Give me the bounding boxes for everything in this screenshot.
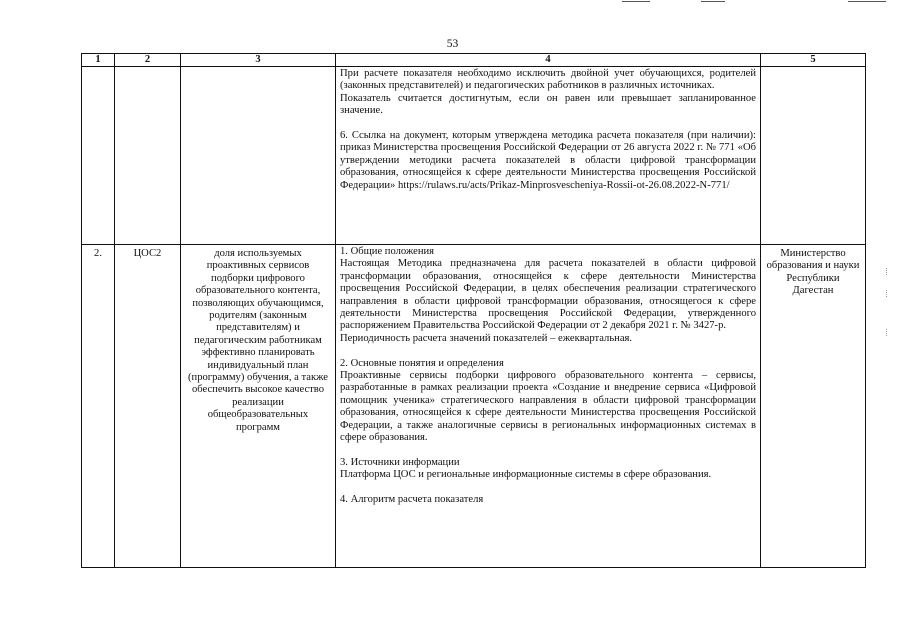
scan-artifact-line	[848, 1, 886, 2]
row2-indicator-cell: доля используемых проактивных сервисов подборки цифрового образовательного контента, позволяющих обучающимся, родителям (законным представителям) и педагогическим работникам эффективно планировать индивидуальный план (программу) обучения, а также обеспечить высокое качество реализации общеобразовательных программ	[181, 245, 336, 568]
methodology-paragraph: Настоящая Методика предназначена для расчета показателей в области цифровой трансформации образования, относящейся к сфере деятельности Министерства просвещения Российской Федерации, в целях обеспечения реализации стратегического направления в области цифровой трансформации образования, относящегося к сфере деятельности Министерства просвещения Российской Федерации, утвержденного распоряжением Правительства Российской Федерации от 2 декабря 2021 г. № 3427-р.	[340, 258, 756, 332]
methodology-paragraph: Проактивные сервисы подборки цифрового образовательного контента – сервисы, разработанные в рамках реализации проекта «Создание и внедрение сервиса «Цифровой помощник ученика» стратегического направления в области цифровой трансформации образования, относящейся к сфере деятельности Министерства просвещения Российской Федерации, а также аналогичные сервисы в региональных информационных системах в сфере образования.	[340, 370, 756, 444]
row1-methodology-cell	[336, 67, 761, 245]
scan-artifact-mark	[886, 290, 891, 297]
column-header-5: 5	[761, 54, 866, 67]
section-heading: 3. Источники информации	[340, 456, 460, 468]
section-heading: 4. Алгоритм расчета показателя	[340, 494, 484, 506]
blank-line	[340, 482, 756, 494]
column-header-3: 3	[181, 54, 336, 67]
column-header-2: 2	[115, 54, 181, 67]
methodology-paragraph: Периодичность расчета значений показателей – ежеквартальная.	[340, 332, 633, 344]
methodology-paragraph: При расчете показателя необходимо исключить двойной учет обучающихся, родителей (законных представителей) и педагогических работников в различных источниках.	[340, 68, 756, 92]
blank-line	[340, 118, 756, 130]
scan-artifact-mark	[886, 268, 891, 275]
row2-methodology-cell	[336, 245, 761, 568]
scan-artifact-line	[622, 1, 650, 2]
column-header-1: 1	[82, 54, 115, 67]
row1-code-cell	[115, 67, 181, 245]
methodology-paragraph: Платформа ЦОС и региональные информационные системы в сфере образования.	[340, 469, 712, 481]
row2-code-cell: ЦОС2	[115, 245, 181, 568]
document-table	[81, 53, 866, 568]
column-header-4: 4	[336, 54, 761, 67]
page-number: 53	[446, 38, 459, 50]
table-header-row	[82, 54, 866, 67]
scan-artifact-line	[701, 1, 725, 2]
blank-line	[340, 444, 756, 456]
section-heading: 1. Общие положения	[340, 246, 435, 257]
table-row	[82, 67, 866, 245]
row2-number-cell: 2.	[82, 245, 115, 568]
row1-responsible-cell	[761, 67, 866, 245]
row2-responsible-cell: Министерство образования и науки Республики Дагестан	[761, 245, 866, 568]
row1-number-cell	[82, 67, 115, 245]
blank-line	[340, 345, 756, 357]
methodology-paragraph: Показатель считается достигнутым, если он равен или превышает запланированное значение.	[340, 92, 756, 117]
row1-indicator-cell	[181, 67, 336, 245]
scan-artifact-mark	[886, 329, 891, 336]
table-row	[82, 245, 866, 568]
methodology-reference-paragraph: 6. Ссылка на документ, которым утверждена методика расчета показателя (при наличии): приказ Министерства просвещения Российской Федерации от 26 августа 2022 г. № 771 «Об утверждении методики расчета показателей в области цифровой трансформации образования, относящейся к сфере деятельности Министерства просвещения Российской Федерации» https://rulaws.ru/acts/Prikaz-Minprosvescheniya-Rossii-ot-26.08.2022-N-771/	[340, 130, 756, 191]
section-heading: 2. Основные понятия и определения	[340, 357, 504, 369]
